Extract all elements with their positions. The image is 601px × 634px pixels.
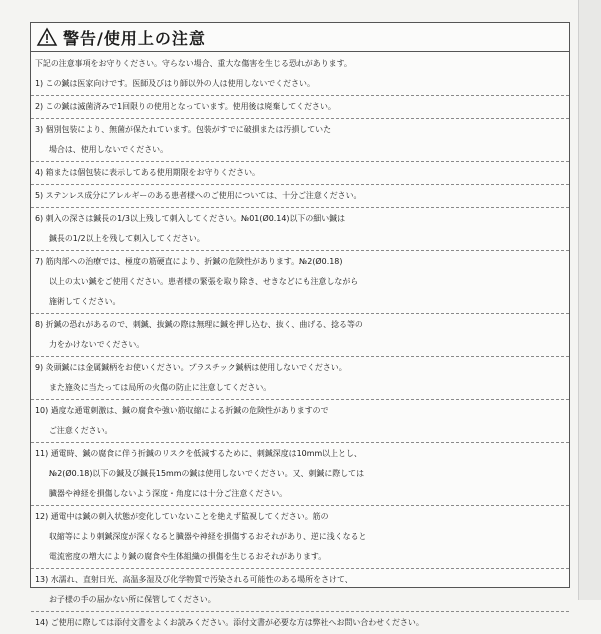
- precaution-item-3: [31, 118, 569, 161]
- precaution-line: 9) 灸頭鍼には金属鍼柄をお使いください。プラスチック鍼柄は使用しないでください。: [35, 363, 347, 372]
- precaution-line: 施術してください。: [49, 297, 121, 306]
- precaution-item-1: [31, 73, 569, 95]
- warning-label: [30, 22, 570, 627]
- precaution-item-13: [31, 568, 569, 611]
- precaution-line: 1) この鍼は医家向けです。医師及びはり師以外の人は使用しないでください。: [35, 79, 315, 88]
- label-header: [31, 23, 569, 52]
- precaution-line: お子様の手の届かない所に保管してください。: [49, 595, 216, 604]
- precaution-line: 4) 箱または個包装に表示してある使用期限をお守りください。: [35, 168, 260, 177]
- precaution-item-7: [31, 250, 569, 313]
- precaution-line: 8) 折鍼の恐れがあるので、刺鍼、抜鍼の際は無理に鍼を押し込む、抜く、曲げる、捻る等の: [35, 320, 363, 329]
- precaution-item-8: [31, 313, 569, 356]
- label-title: 警告/使用上の注意: [63, 28, 206, 48]
- precaution-item-9: [31, 356, 569, 399]
- precaution-item-11: [31, 442, 569, 505]
- precaution-line: 11) 通電時、鍼の腐食に伴う折鍼のリスクを低減するために、刺鍼深度は10mm以上とし、: [35, 449, 362, 458]
- precaution-line: 13) 水濡れ、直射日光、高温多湿及び化学物質で汚染される可能性のある場所をさけて、: [35, 575, 353, 584]
- precaution-line: 5) ステンレス成分にアレルギーのある患者様へのご使用については、十分ご注意ください。: [35, 191, 362, 200]
- precaution-line: 収縮等により刺鍼深度が深くなると臓器や神経を損傷するおそれがあり、逆に浅くなると: [49, 532, 367, 541]
- precaution-line: 電流密度の増大により鍼の腐食や生体組織の損傷を生じるおそれがあります。: [49, 552, 327, 561]
- precaution-line: №2(Ø0.18)以下の鍼及び鍼長15mmの鍼は使用しないでください。又、刺鍼に際しては: [49, 469, 365, 478]
- precaution-line: 鍼長の1/2以上を残して刺入してください。: [49, 234, 205, 243]
- precaution-item-6: [31, 207, 569, 250]
- precaution-line: 14) ご使用に際しては添付文書をよくお読みください。添付文書が必要な方は弊社へお問い合わせください。: [35, 618, 424, 627]
- precautions-list: [31, 73, 569, 634]
- precaution-item-2: [31, 95, 569, 118]
- precaution-item-5: [31, 184, 569, 207]
- precaution-line: 12) 通電中は鍼の刺入状態が変化していないことを絶えず監視してください。筋の: [35, 512, 329, 521]
- precaution-line: 2) この鍼は滅菌済みで1回限りの使用となっています。使用後は廃棄してください。: [35, 102, 336, 111]
- precaution-item-4: [31, 161, 569, 184]
- intro-text: 下記の注意事項をお守りください。守らない場合、重大な傷害を生じる恐れがあります。: [35, 59, 352, 68]
- precaution-line: 臓器や神経を損傷しないよう深度・角度には十分ご注意ください。: [49, 489, 288, 498]
- precaution-line: 力をかけないでください。: [49, 340, 145, 349]
- precaution-line: 10) 過度な通電刺激は、鍼の腐食や強い筋収縮による折鍼の危険性がありますので: [35, 406, 329, 415]
- precaution-line: 以上の太い鍼をご使用ください。患者様の緊張を取り除き、せきなどにも注意しながら: [49, 277, 359, 286]
- precaution-line: 6) 刺入の深さは鍼長の1/3以上残して刺入してください。№01(Ø0.14)以下の細い鍼は: [35, 214, 346, 223]
- warning-triangle-icon: [37, 28, 57, 46]
- precaution-item-14: [31, 611, 569, 634]
- precaution-line: ご注意ください。: [49, 426, 113, 435]
- precaution-item-12: [31, 505, 569, 568]
- precaution-item-10: [31, 399, 569, 442]
- precaution-line: 場合は、使用しないでください。: [49, 145, 169, 154]
- precaution-line: また施灸に当たっては局所の火傷の防止に注意してください。: [49, 383, 272, 392]
- precaution-line: 7) 筋肉部への治療では、極度の筋硬直により、折鍼の危険性があります。№2(Ø0.18): [35, 257, 343, 266]
- box-side-edge: [578, 0, 601, 600]
- precaution-line: 3) 個別包装により、無菌が保たれています。包装がすでに破損または汚損していた: [35, 125, 332, 134]
